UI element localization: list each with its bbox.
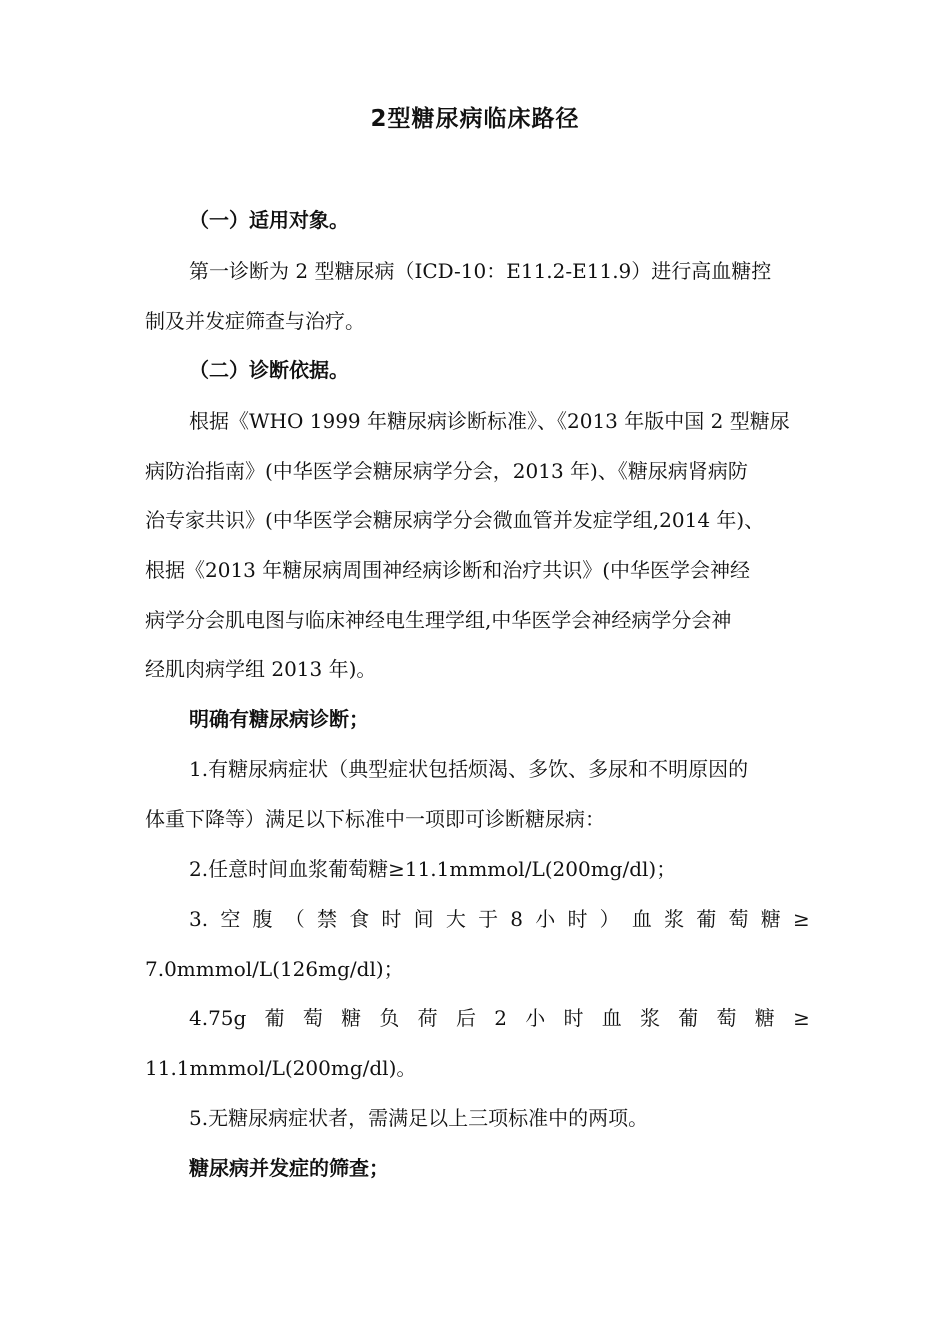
section-1-heading: （一）适用对象。 [189, 208, 349, 232]
section-2-text-line: 根据《2013 年糖尿病周围神经病诊断和治疗共识》(中华医学会神经 [145, 558, 751, 582]
criteria-item-3-token: 大 [445, 907, 466, 931]
criteria-item-3-token: ） [599, 907, 620, 931]
criteria-item-4-token: 小 [525, 1006, 546, 1030]
criteria-item-3-token: 葡 [696, 907, 717, 931]
criteria-item-4-token: 后 [455, 1006, 476, 1030]
criteria-item-3-line: 7.0mmmol/L(126mg/dl)； [145, 957, 404, 981]
section-1-text-line: 第一诊断为 2 型糖尿病（ICD-10：E11.2-E11.9）进行高血糖控 [189, 259, 772, 283]
criteria-item-5: 5.无糖尿病症状者，需满足以上三项标准中的两项。 [189, 1106, 649, 1130]
criteria-item-4-token: 葡 [678, 1006, 699, 1030]
criteria-item-4-token: 糖 [754, 1006, 775, 1030]
criteria-item-2: 2.任意时间血浆葡萄糖≥11.1mmmol/L(200mg/dl)； [189, 857, 677, 881]
criteria-item-4-token: 萄 [302, 1006, 323, 1030]
diagnosis-heading: 明确有糖尿病诊断； [189, 707, 369, 731]
criteria-item-4-token: ≥ [793, 1006, 810, 1030]
section-1-text-line: 制及并发症筛查与治疗。 [145, 309, 365, 333]
complication-screening-heading: 糖尿病并发症的筛查； [189, 1156, 389, 1180]
section-2-text-line: 经肌肉病学组 2013 年)。 [145, 657, 377, 681]
criteria-item-3-line [189, 905, 810, 933]
criteria-item-3-token: 禁 [316, 907, 337, 931]
criteria-item-3-token: 浆 [664, 907, 685, 931]
criteria-item-3-token: 于 [478, 907, 499, 931]
criteria-item-4-token: 负 [379, 1006, 400, 1030]
criteria-item-4-token: 糖 [341, 1006, 362, 1030]
criteria-item-4-token: 血 [601, 1006, 622, 1030]
criteria-item-3-token: 空 [220, 907, 241, 931]
criteria-item-3-token: 血 [631, 907, 652, 931]
criteria-item-3-token: 间 [413, 907, 434, 931]
criteria-item-3-token: 时 [567, 907, 588, 931]
section-2-heading: （二）诊断依据。 [189, 358, 349, 382]
section-2-text-line: 病学分会肌电图与临床神经电生理学组,中华医学会神经病学分会神 [145, 608, 732, 632]
criteria-item-3-token: 萄 [728, 907, 749, 931]
criteria-item-3-token: 糖 [760, 907, 781, 931]
criteria-item-4-token: 4.75g [189, 1006, 247, 1030]
criteria-item-1-line: 体重下降等）满足以下标准中一项即可诊断糖尿病： [145, 807, 605, 831]
section-2-text-line: 病防治指南》(中华医学会糖尿病学分会，2013 年)、《糖尿病肾病防 [145, 459, 748, 483]
criteria-item-4-token: 2 [494, 1006, 507, 1030]
criteria-item-4-token: 萄 [716, 1006, 737, 1030]
criteria-item-1-line: 1.有糖尿病症状（典型症状包括烦渴、多饮、多尿和不明原因的 [189, 757, 749, 781]
criteria-item-3-token: 3. [189, 907, 209, 931]
criteria-item-3-token: 腹 [252, 907, 273, 931]
criteria-item-3-token: ≥ [792, 907, 810, 931]
criteria-item-4-line [189, 1004, 810, 1032]
criteria-item-3-token: 食 [349, 907, 370, 931]
section-2-text-line: 治专家共识》(中华医学会糖尿病学分会微血管并发症学组,2014 年)、 [145, 508, 765, 532]
document-title: 2型糖尿病临床路径 [370, 106, 580, 132]
criteria-item-3-token: 小 [535, 907, 556, 931]
section-2-text-line: 根据《WHO 1999 年糖尿病诊断标准》、《2013 年版中国 2 型糖尿 [189, 409, 790, 433]
criteria-item-4-token: 浆 [640, 1006, 660, 1030]
criteria-item-4-token: 葡 [264, 1006, 285, 1030]
criteria-item-3-token: 时 [381, 907, 402, 931]
criteria-item-3-token: （ [284, 907, 305, 931]
criteria-item-3-token: 8 [510, 907, 524, 931]
criteria-item-4-token: 荷 [417, 1006, 438, 1030]
criteria-item-4-line: 11.1mmmol/L(200mg/dl)。 [145, 1056, 417, 1080]
criteria-item-4-token: 时 [563, 1006, 584, 1030]
